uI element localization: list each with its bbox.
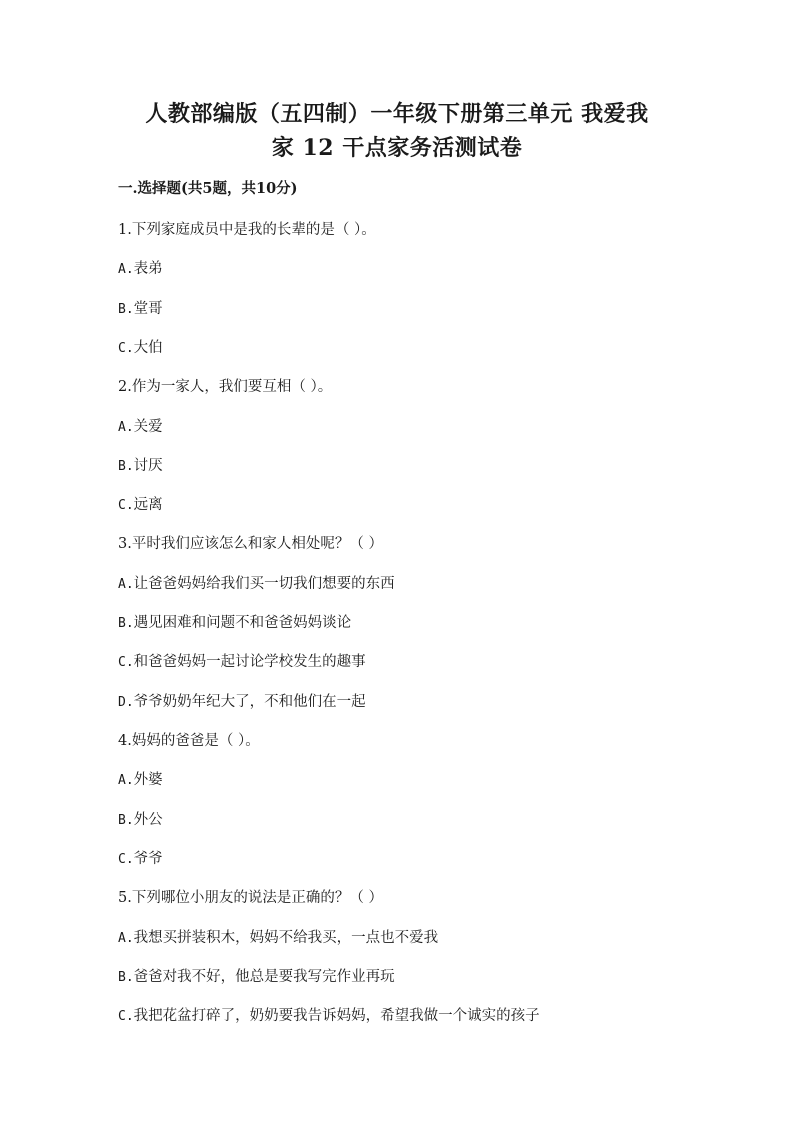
option-text: 和爸爸妈妈一起讨论学校发生的趣事 <box>133 654 366 670</box>
option-letter: C. <box>118 852 134 867</box>
question-3-option-c <box>118 650 366 671</box>
option-letter: A. <box>118 420 134 435</box>
option-letter: D. <box>118 695 134 710</box>
question-4-option-c <box>118 847 163 868</box>
option-text: 外婆 <box>133 772 163 788</box>
option-text: 关爱 <box>133 419 163 435</box>
option-letter: B. <box>118 616 134 631</box>
question-1-option-a <box>118 257 163 278</box>
question-5-option-a <box>118 926 438 947</box>
option-letter: B. <box>118 302 134 317</box>
option-letter: A. <box>118 262 134 277</box>
page-title-line-2: 家 12 干点家务活测试卷 <box>271 135 523 161</box>
option-text: 我把花盆打碎了，奶奶要我告诉妈妈，希望我做一个诚实的孩子 <box>133 1008 540 1024</box>
question-3-stem: 3.平时我们应该怎么和家人相处呢？（ ） <box>118 536 383 552</box>
option-letter: C. <box>118 655 134 670</box>
option-text: 我想买拼装积木，妈妈不给我买，一点也不爱我 <box>133 930 439 946</box>
option-letter: C. <box>118 341 134 356</box>
question-2-stem: 2.作为一家人，我们要互相（ ）。 <box>118 379 333 395</box>
option-text: 遇见困难和问题不和爸爸妈妈谈论 <box>133 615 352 631</box>
question-2-option-a <box>118 415 163 436</box>
question-5-stem: 5.下列哪位小朋友的说法是正确的？（ ） <box>118 890 383 906</box>
question-2-option-c <box>118 493 163 514</box>
option-text: 爸爸对我不好，他总是要我写完作业再玩 <box>133 969 395 985</box>
option-letter: C. <box>118 498 134 513</box>
question-3-option-b <box>118 611 351 632</box>
option-text: 堂哥 <box>133 301 163 317</box>
option-text: 爷爷 <box>133 851 163 867</box>
question-1-option-b <box>118 297 163 318</box>
question-3-option-a <box>118 572 395 593</box>
option-letter: A. <box>118 773 134 788</box>
page-title-line-1: 人教部编版（五四制）一年级下册第三单元 我爱我 <box>145 101 649 127</box>
question-1-option-c <box>118 336 163 357</box>
question-3-option-d <box>118 690 366 711</box>
option-text: 让爸爸妈妈给我们买一切我们想要的东西 <box>133 576 395 592</box>
question-5-option-b <box>118 965 395 986</box>
option-letter: A. <box>118 577 134 592</box>
option-text: 爷爷奶奶年纪大了，不和他们在一起 <box>133 694 366 710</box>
section-heading: 一.选择题(共5题，共10分) <box>118 180 298 197</box>
option-letter: B. <box>118 459 134 474</box>
option-letter: C. <box>118 1009 134 1024</box>
question-4-stem: 4.妈妈的爸爸是（ ）。 <box>118 733 260 749</box>
question-4-option-a <box>118 768 163 789</box>
option-text: 远离 <box>133 497 163 513</box>
option-text: 大伯 <box>133 340 163 356</box>
option-text: 表弟 <box>133 261 163 277</box>
option-letter: B. <box>118 970 134 985</box>
question-2-option-b <box>118 454 163 475</box>
question-4-option-b <box>118 808 163 829</box>
option-letter: B. <box>118 813 134 828</box>
question-5-option-c <box>118 1004 540 1025</box>
option-letter: A. <box>118 931 134 946</box>
option-text: 外公 <box>133 812 163 828</box>
option-text: 讨厌 <box>133 458 163 474</box>
question-1-stem: 1.下列家庭成员中是我的长辈的是（ ）。 <box>118 222 376 238</box>
